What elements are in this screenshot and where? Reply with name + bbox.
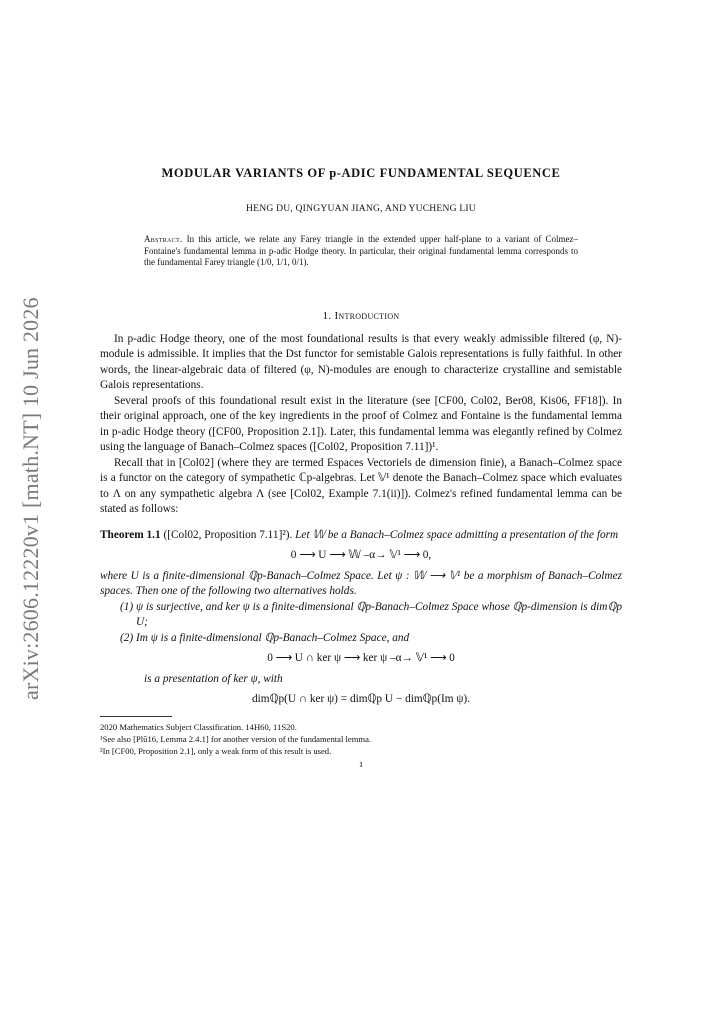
theorem-reference: ([Col02, Proposition 7.11]²). — [163, 528, 293, 541]
footnote: ¹See also [Plû16, Lemma 2.4.1] for another version of the fundamental lemma. — [100, 733, 372, 744]
theorem-alternatives — [100, 600, 622, 647]
alternative-item: (2) Im ψ is a finite-dimensional ℚp-Banach–Colmez Space, and — [120, 631, 410, 644]
page-number: 1 — [358, 758, 364, 769]
theorem-continuation: where U is a finite-dimensional ℚp-Banach–Colmez Space. Let ψ : 𝕎 ⟶ 𝕍¹ be a morphism of Banach–Colmez spaces. Then one of the following two alternatives holds. — [100, 569, 622, 597]
body-paragraph: Several proofs of this foundational result exist in the literature (see [CF00, Col02, Ber08, Kis06, FF18]). In their original approach, one of the key ingredients in the proof of Colmez and Fontaine is the fundamental lemma in p-adic Hodge theory ([CF00, Proposition 2.1]). Later, this fundamental lemma was elegantly refined by Colmez using the language of Banach–Colmez spaces ([Col02, Proposition 7.11])¹. — [100, 394, 622, 453]
abstract — [144, 234, 578, 269]
abstract-heading: Abstract. — [144, 234, 183, 244]
section-heading — [100, 310, 622, 322]
author-list: HENG DU, QINGYUAN JIANG, AND YUCHENG LIU — [246, 203, 476, 214]
footnote: ²In [CF00, Proposition 2.1], only a weak form of this result is used. — [100, 745, 332, 756]
paper-page — [100, 160, 622, 769]
footnote-rule — [100, 716, 172, 717]
section-number: 1. — [322, 309, 332, 322]
paper-title: MODULAR VARIANTS OF p-ADIC FUNDAMENTAL SEQUENCE — [161, 166, 561, 180]
section-name: Introduction — [334, 309, 400, 322]
display-equation: 0 ⟶ U ⟶ 𝕎 –α→ 𝕍¹ ⟶ 0, — [290, 549, 432, 561]
theorem-heading: Theorem 1.1 — [100, 528, 161, 541]
theorem-block — [100, 528, 622, 544]
body-paragraph: In p-adic Hodge theory, one of the most foundational results is that every weakly admissible filtered (φ, N)-module is admissible. It implies that the Dst functor for semistable Galois representations is fully faithful. In other words, the linear-algebraic data of filtered (φ, N)-modules are enough to characterize crystalline and semistable Galois representations. — [100, 332, 622, 391]
alternative-item: (1) ψ is surjective, and ker ψ is a finite-dimensional ℚp-Banach–Colmez Space whose ℚp-dimension is dimℚp U; — [120, 600, 622, 628]
abstract-text: In this article, we relate any Farey triangle in the extended upper half-plane to a variant of Colmez–Fontaine's fundamental lemma in p-adic Hodge theory. In particular, their original fundamental lemma corresponds to the fundamental Farey triangle (1/0, 1/1, 0/1). — [144, 234, 579, 267]
theorem-note: is a presentation of ker ψ, with — [144, 672, 283, 685]
footnotes — [100, 716, 622, 757]
body-paragraph: Recall that in [Col02] (where they are termed Espaces Vectoriels de dimension finie), a Banach–Colmez space is a functor on the category of sympathetic ℂp-algebras. Let 𝕍¹ denote the Banach–Colmez space which evaluates to Λ on any sympathetic algebra Λ (see [Col02, Example 7.1(ii)]). Colmez's refined fundamental lemma can be stated as follows: — [100, 456, 622, 515]
display-equation: 0 ⟶ U ∩ ker ψ ⟶ ker ψ –α→ 𝕍¹ ⟶ 0 — [267, 652, 455, 664]
display-equation: dimℚp(U ∩ ker ψ) = dimℚp U − dimℚp(Im ψ). — [252, 693, 470, 705]
footnote: 2020 Mathematics Subject Classification. 14H60, 11S20. — [100, 721, 297, 732]
theorem-intro: Let 𝕎 be a Banach–Colmez space admitting a presentation of the form — [295, 528, 619, 541]
arxiv-identifier-stamp: arXiv:2606.12220v1 [math.NT] 10 Jun 2026 — [18, 297, 43, 700]
